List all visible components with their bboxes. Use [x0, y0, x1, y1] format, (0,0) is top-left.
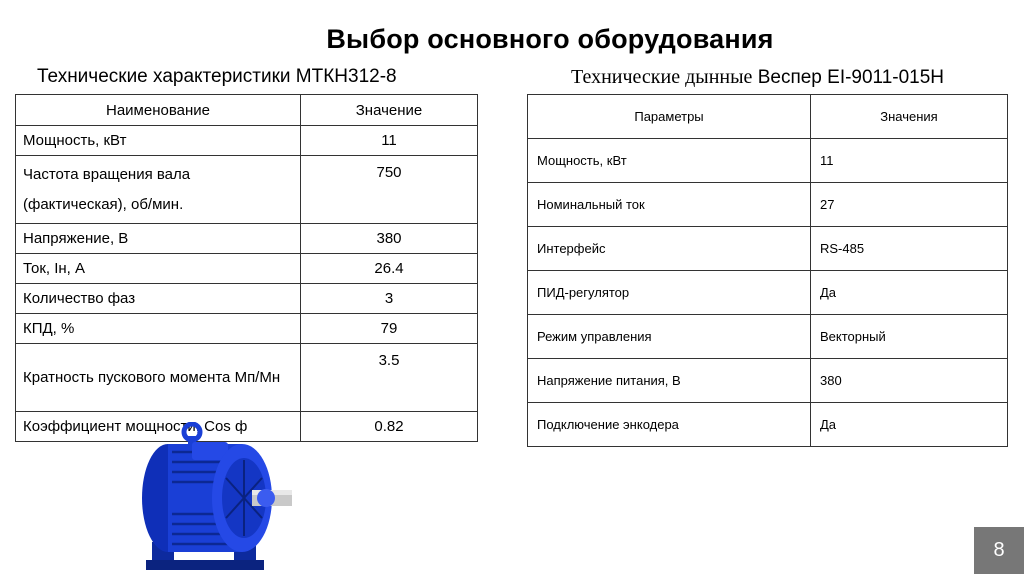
- table-row: [16, 254, 478, 284]
- table-row: [528, 271, 1008, 315]
- param-name: Мощность, кВт: [528, 139, 811, 183]
- table-row: [16, 284, 478, 314]
- table-row: [16, 314, 478, 344]
- param-value: 3: [301, 284, 478, 314]
- param-name: Напряжение, В: [16, 224, 301, 254]
- column-header: Параметры: [528, 95, 811, 139]
- param-value: Да: [811, 271, 1008, 315]
- param-name: Ток, Iн, А: [16, 254, 301, 284]
- motor-specs-table: [15, 94, 478, 442]
- param-value: 3.5: [301, 344, 478, 412]
- param-name: Кратность пускового момента Мп/Мн: [16, 344, 301, 412]
- slide-title: Выбор основного оборудования: [326, 24, 774, 54]
- param-value: 26.4: [301, 254, 478, 284]
- table-row: [528, 227, 1008, 271]
- param-name: Частота вращения вала (фактическая), об/мин.: [16, 156, 301, 224]
- param-name: Номинальный ток: [528, 183, 811, 227]
- param-name: Режим управления: [528, 315, 811, 359]
- table-header-row: [528, 95, 1008, 139]
- param-name: ПИД-регулятор: [528, 271, 811, 315]
- table-row: [16, 224, 478, 254]
- param-value: Да: [811, 403, 1008, 447]
- electric-motor-icon: [134, 422, 298, 574]
- param-value: 0.82: [301, 412, 478, 442]
- table-row: [528, 359, 1008, 403]
- param-name: Коэффициент мощности, Cos ф: [16, 412, 301, 442]
- right-subtitle-model: Веспер EI-9011-015H: [757, 67, 945, 88]
- table-row: [528, 139, 1008, 183]
- param-value: 11: [301, 126, 478, 156]
- table-row: [16, 126, 478, 156]
- left-table-subtitle: Технические характеристики МТКН312-8: [37, 66, 397, 87]
- param-name: Интерфейс: [528, 227, 811, 271]
- param-value: 380: [301, 224, 478, 254]
- param-value: 11: [811, 139, 1008, 183]
- column-header: Значения: [811, 95, 1008, 139]
- table-row: [528, 403, 1008, 447]
- param-name: КПД, %: [16, 314, 301, 344]
- page-number-badge: 8: [974, 527, 1024, 574]
- param-name: Мощность, кВт: [16, 126, 301, 156]
- param-name: Подключение энкодера: [528, 403, 811, 447]
- right-table-subtitle: [571, 66, 944, 89]
- param-value: 79: [301, 314, 478, 344]
- right-subtitle-prefix: Технические дынные: [571, 66, 753, 88]
- table-row: [16, 344, 478, 412]
- param-name: Количество фаз: [16, 284, 301, 314]
- param-value: RS-485: [811, 227, 1008, 271]
- param-value: 750: [301, 156, 478, 224]
- table-row: [16, 156, 478, 224]
- param-value: Векторный: [811, 315, 1008, 359]
- column-header: Наименование: [16, 95, 301, 126]
- converter-specs-table: [527, 94, 1008, 447]
- table-row: [528, 315, 1008, 359]
- table-header-row: [16, 95, 478, 126]
- param-value: 27: [811, 183, 1008, 227]
- param-name: Напряжение питания, В: [528, 359, 811, 403]
- column-header: Значение: [301, 95, 478, 126]
- table-row: [528, 183, 1008, 227]
- param-value: 380: [811, 359, 1008, 403]
